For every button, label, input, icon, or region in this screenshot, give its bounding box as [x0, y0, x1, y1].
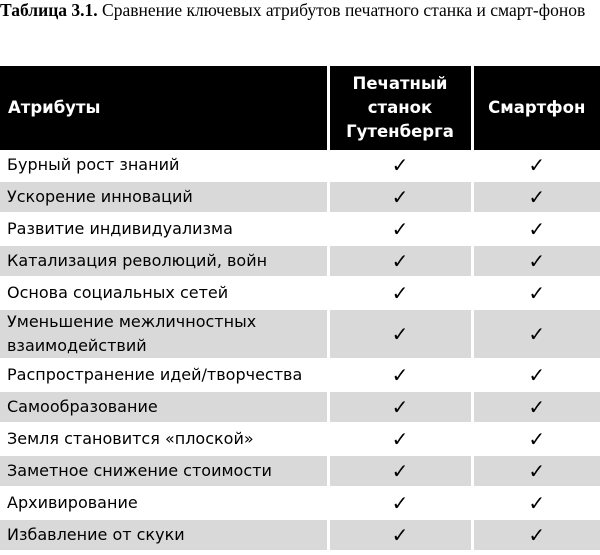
table-caption: [0, 0, 596, 20]
press-check-icon: ✓: [328, 309, 472, 359]
table-row: [0, 245, 600, 277]
phone-check-icon: ✓: [472, 487, 600, 519]
caption-label: Таблица 3.1.: [0, 0, 98, 20]
attribute-cell: Земля становится «плоской»: [0, 423, 328, 455]
table-row: [0, 455, 600, 487]
phone-check-icon: ✓: [472, 277, 600, 309]
press-check-icon: ✓: [328, 359, 472, 391]
phone-check-icon: ✓: [472, 213, 600, 245]
press-check-icon: ✓: [328, 213, 472, 245]
table-row: [0, 213, 600, 245]
table-row: [0, 150, 600, 181]
caption-text: Сравнение ключевых атрибутов печатного станка и смарт-фонов: [97, 0, 586, 20]
attribute-cell: Избавление от скуки: [0, 519, 328, 551]
comparison-table: [0, 66, 600, 552]
press-check-icon: ✓: [328, 455, 472, 487]
table-row: [0, 277, 600, 309]
phone-check-icon: ✓: [472, 309, 600, 359]
phone-check-icon: ✓: [472, 150, 600, 181]
press-check-icon: ✓: [328, 423, 472, 455]
phone-check-icon: ✓: [472, 181, 600, 213]
press-check-icon: ✓: [328, 277, 472, 309]
attribute-cell: Ускорение инноваций: [0, 181, 328, 213]
table-row: [0, 181, 600, 213]
phone-check-icon: ✓: [472, 423, 600, 455]
table-row: [0, 391, 600, 423]
press-check-icon: ✓: [328, 245, 472, 277]
header-printing-press: Печатный станок Гутенберга: [328, 66, 472, 150]
table-row: [0, 359, 600, 391]
attribute-cell: Распространение идей/творчества: [0, 359, 328, 391]
header-attributes: Атрибуты: [0, 66, 328, 150]
attribute-cell: Бурный рост знаний: [0, 150, 328, 181]
attribute-cell: Самообразование: [0, 391, 328, 423]
attribute-cell: Заметное снижение стоимости: [0, 455, 328, 487]
attribute-cell: Основа социальных сетей: [0, 277, 328, 309]
attribute-cell: Уменьшение межличностных взаимодействий: [0, 309, 328, 359]
attribute-cell: Архивирование: [0, 487, 328, 519]
press-check-icon: ✓: [328, 391, 472, 423]
table-row: [0, 519, 600, 551]
press-check-icon: ✓: [328, 519, 472, 551]
table-row: [0, 309, 600, 359]
phone-check-icon: ✓: [472, 391, 600, 423]
table-header-row: [0, 66, 600, 150]
attribute-cell: Развитие индивидуализма: [0, 213, 328, 245]
phone-check-icon: ✓: [472, 455, 600, 487]
header-smartphone: Смартфон: [472, 66, 600, 150]
phone-check-icon: ✓: [472, 359, 600, 391]
table-row: [0, 423, 600, 455]
press-check-icon: ✓: [328, 487, 472, 519]
phone-check-icon: ✓: [472, 519, 600, 551]
phone-check-icon: ✓: [472, 245, 600, 277]
table-row: [0, 487, 600, 519]
attribute-cell: Катализация революций, войн: [0, 245, 328, 277]
press-check-icon: ✓: [328, 150, 472, 181]
press-check-icon: ✓: [328, 181, 472, 213]
